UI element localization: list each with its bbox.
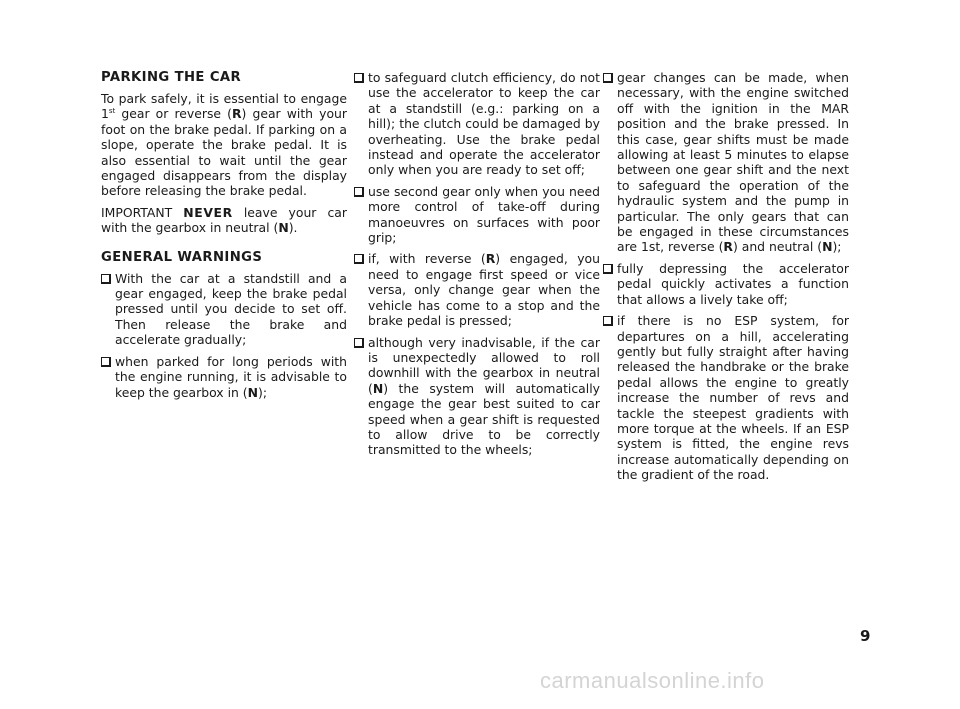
list-item-text: although very inadvisable, if the car is unexpectedly allowed to roll downhill with the gearbox in neutral ( xyxy=(368,334,600,396)
checkbox-bullet-icon xyxy=(354,73,364,83)
checkbox-bullet-icon xyxy=(603,73,613,83)
list-item-text: use second gear only when you need more control of take-off during manoeuvres on surfaces with poor grip; xyxy=(368,183,600,246)
list-item xyxy=(354,184,600,246)
list-item-text: if, with reverse ( xyxy=(368,251,486,267)
watermark: carmanualsonline.info xyxy=(540,668,765,693)
list-item-text: if there is no ESP system, for departures on a hill, accelerating gently but fully straight after having released the handbrake or the brake pedal allows the engine to greatly increase the number of revs and tackle the steepest gradients with more torque at the wheels. If an ESP system is fitted, the engine revs increase automatically depending on the gradient of the road. xyxy=(617,313,849,483)
gear-letter: N xyxy=(247,384,259,400)
checkbox-bullet-icon xyxy=(354,254,364,264)
text-run: leave your car with the gearbox in neutral ( xyxy=(101,204,347,236)
list-item-text: ); xyxy=(832,239,842,255)
page-number: 9 xyxy=(860,627,871,645)
gear-letter: N xyxy=(372,380,384,396)
section-title-warnings: GENERAL WARNINGS xyxy=(101,249,263,265)
checkbox-bullet-icon xyxy=(354,187,364,197)
parking-paragraph xyxy=(101,91,347,199)
list-item-text: With the car at a standstill and a gear engaged, keep the brake pedal pressed until you decide to set off. Then release the brake and accelerate gradually; xyxy=(115,270,347,348)
right-column xyxy=(603,70,849,489)
superscript: st xyxy=(108,107,116,116)
list-item xyxy=(603,261,849,307)
gear-letter: R xyxy=(723,239,733,255)
checkbox-bullet-icon xyxy=(354,338,364,348)
gear-letter: R xyxy=(231,106,242,122)
list-item-text: ); xyxy=(258,384,268,400)
checkbox-bullet-icon xyxy=(101,357,111,367)
list-item-text: ) the system will automatically engage the gear best suited to car speed when a gear shift is requested to allow drive to be correctly transmitted to the wheels; xyxy=(368,380,600,458)
gear-letter: N xyxy=(822,239,833,255)
checkbox-bullet-icon xyxy=(603,316,613,326)
gear-letter: R xyxy=(485,251,496,267)
section-title-parking: PARKING THE CAR xyxy=(101,70,242,85)
list-item xyxy=(354,70,600,178)
list-item xyxy=(603,70,849,255)
text-run: ). xyxy=(288,220,298,236)
text-run: gear or reverse ( xyxy=(115,106,232,122)
list-item-text: ) and neutral ( xyxy=(732,239,823,255)
checkbox-bullet-icon xyxy=(101,274,111,284)
list-item-text: fully depressing the accelerator pedal quickly activates a function that allows a lively take off; xyxy=(617,260,849,307)
left-column xyxy=(101,70,347,406)
emphasis-never: NEVER xyxy=(183,204,233,220)
important-paragraph xyxy=(101,205,347,236)
gear-letter: N xyxy=(278,220,289,236)
list-item xyxy=(354,251,600,328)
list-item xyxy=(101,354,347,400)
text-run: To park safely, it is essential to engage 1 xyxy=(101,91,347,122)
list-item-text: gear changes can be made, when necessary, with the engine switched off with the ignition in the MAR position and the brake pressed. In this case, gear shifts must be made allowing at least 5 minutes to elapse between one gear shift and the next to safeguard the operation of the hydraulic system and the pump in particular. The only gears that can be engaged in these circumstances are 1st, reverse ( xyxy=(617,70,849,255)
list-item-text: when parked for long periods with the engine running, it is advisable to keep the gearbox in ( xyxy=(115,353,347,400)
middle-column xyxy=(354,70,600,464)
text-run: ) gear with your foot on the brake pedal. If parking on a slope, operate the brake pedal. It is also essential to wait until the gear engaged disappears from the display before releasing the brake pedal. xyxy=(101,106,348,199)
list-item xyxy=(603,313,849,482)
list-item xyxy=(101,271,347,348)
list-item-text: to safeguard clutch efficiency, do not use the accelerator to keep the car at a standstill (e.g.: parking on a hill); the clutch could be damaged by overheating. Use the brake pedal instead and operate the accelerator only when you are ready to set off; xyxy=(368,70,600,178)
checkbox-bullet-icon xyxy=(603,264,613,274)
text-run: IMPORTANT xyxy=(101,204,184,220)
list-item xyxy=(354,335,600,458)
list-item-text: ) engaged, you need to engage first speed or vice versa, only change gear when the vehicle has come to a stop and the brake pedal is pressed; xyxy=(368,251,600,329)
